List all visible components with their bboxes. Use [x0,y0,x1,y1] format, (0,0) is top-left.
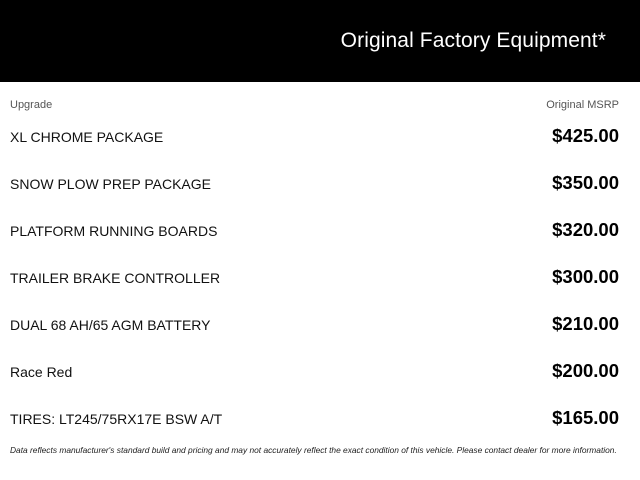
item-price: $350.00 [552,172,619,193]
item-name: TIRES: LT245/75RX17E BSW A/T [10,411,223,427]
list-item [0,121,640,168]
equipment-list [0,121,640,450]
page-title: Original Factory Equipment* [340,29,606,52]
item-name: Race Red [10,364,73,380]
header-banner [0,0,640,82]
list-item [0,168,640,215]
item-name: XL CHROME PACKAGE [10,129,164,145]
list-item [0,215,640,262]
item-name: SNOW PLOW PREP PACKAGE [10,176,211,192]
list-item [0,309,640,356]
column-headers [0,99,640,121]
item-price: $300.00 [552,266,619,287]
item-name: TRAILER BRAKE CONTROLLER [10,270,221,286]
item-price: $200.00 [552,360,619,381]
msrp-column-header: Original MSRP [546,99,619,111]
disclaimer-text: Data reflects manufacturer's standard build and pricing and may not accurately reflect the exact condition of this vehicle. Please contact dealer for more information. [10,445,617,455]
item-price: $320.00 [552,219,619,240]
item-price: $425.00 [552,125,619,146]
upgrade-column-header: Upgrade [10,99,53,111]
list-item [0,262,640,309]
item-price: $210.00 [552,313,619,334]
item-price: $165.00 [552,407,619,428]
item-name: DUAL 68 AH/65 AGM BATTERY [10,317,211,333]
list-item [0,356,640,403]
item-name: PLATFORM RUNNING BOARDS [10,223,218,239]
list-item [0,403,640,450]
